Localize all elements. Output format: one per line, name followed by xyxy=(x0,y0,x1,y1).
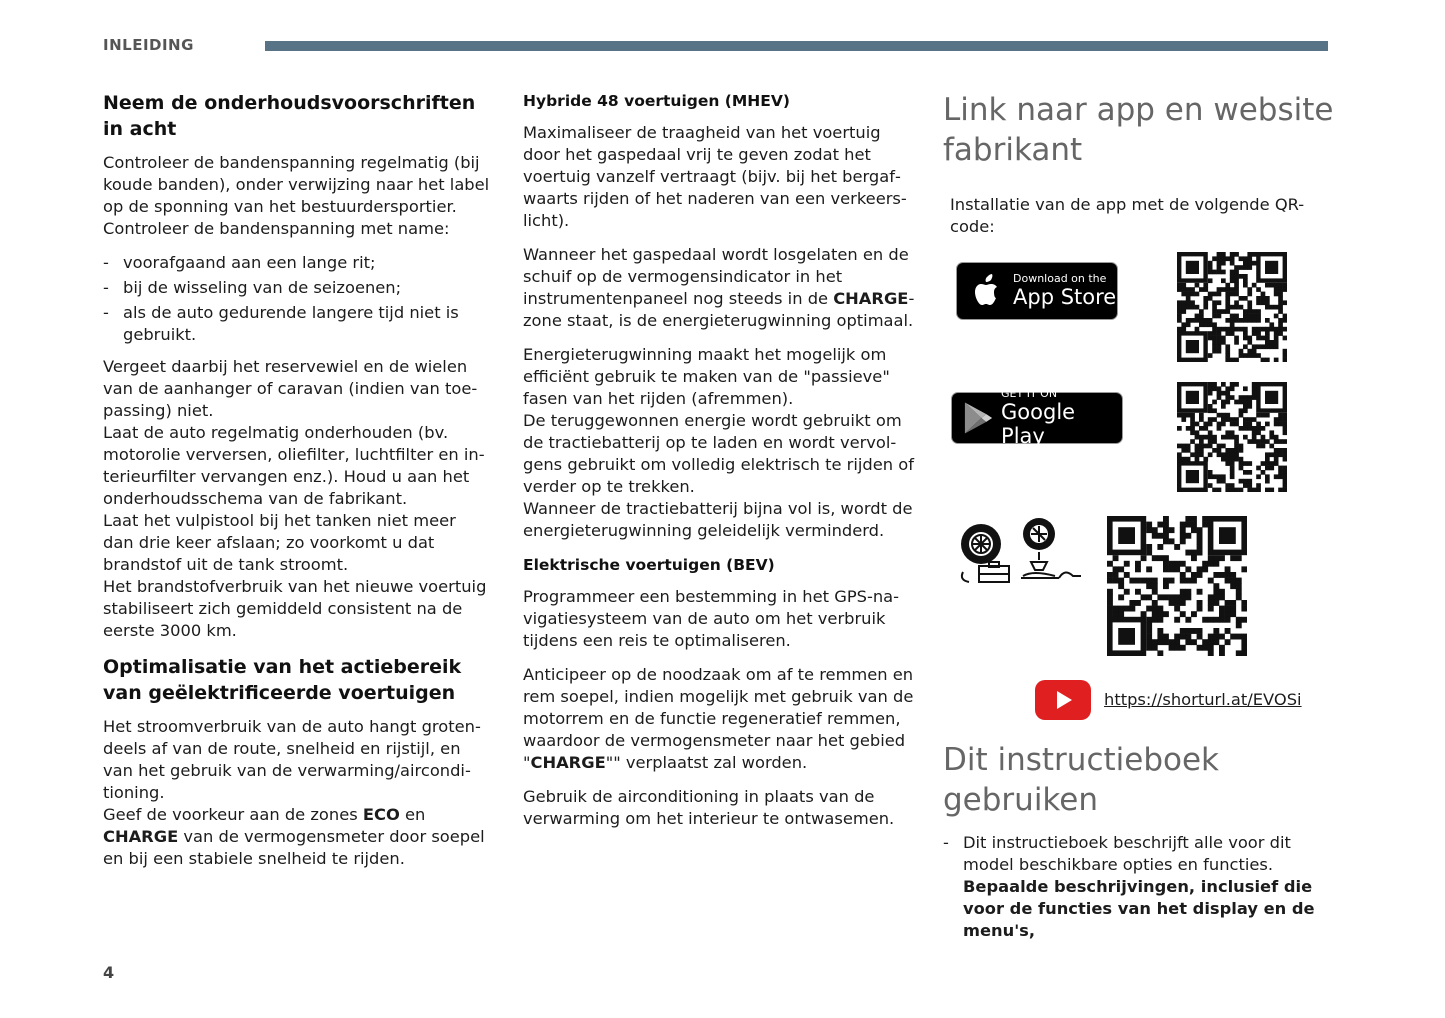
list-item xyxy=(943,832,1343,942)
mhev-inertia-paragraph: Maximaliseer de traagheid van het voertuig door het gaspedaal vrij te geven zodat het voertuig vanzelf vertraagt (bijv. bij het bergafwaarts rijden of het naderen van een verkeerslicht). xyxy=(523,123,907,230)
list-item: - als de auto gedurende langere tijd niet is gebruikt. xyxy=(103,302,491,346)
google-play-row xyxy=(943,382,1343,512)
recovery-text-3: Wanneer de tractiebatterij bijna vol is, wordt de energieterugwinning geleidelijk verminderd. xyxy=(523,499,913,540)
youtube-link-row xyxy=(943,680,1343,728)
wheel-and-jack-icon xyxy=(1019,516,1087,590)
google-play-large-text: Google Play xyxy=(1001,400,1076,448)
mhev-regen-text: Wanneer het gaspedaal wordt losgelaten en de schuif op de vermogensindicator in het instrumentenpaneel nog steeds in de xyxy=(523,245,909,308)
energy-recovery-paragraph xyxy=(523,344,915,542)
tyre-pressure-paragraph: Controleer de bandenspanning regelmatig (bij koude banden), onder verwijzing naar het label op de sponning van het bestuurdersportier. Controleer de bandenspanning met name: xyxy=(103,153,490,238)
charge-zone-label: CHARGE xyxy=(833,289,909,308)
qr-code-icon xyxy=(1107,516,1247,656)
section-label: INLEIDING xyxy=(103,36,194,54)
page-number: 4 xyxy=(103,963,115,982)
header-rule xyxy=(265,41,1328,51)
eco-intro-text: Geef de voorkeur aan de zones xyxy=(103,805,363,824)
video-row xyxy=(943,512,1343,680)
wheel-and-toolbox-icon xyxy=(957,522,1017,592)
apple-logo-icon xyxy=(967,271,1007,311)
charge-zone-label: CHARGE xyxy=(103,827,179,846)
heading-mhev: Hybride 48 voertuigen (MHEV) xyxy=(523,92,790,110)
recovery-text-1: Energieterugwinning maakt het mogelijk om efficiënt gebruik te maken van de "passieve" fasen van het rijden (afremmen). xyxy=(523,345,890,408)
app-link-title: Link naar app en website fabrikant xyxy=(943,92,1334,168)
app-store-small-text: Download on the xyxy=(1013,272,1107,285)
eco-zone-label: ECO xyxy=(362,805,400,824)
heading-maintenance: Neem de onderhoudsvoorschriften in acht xyxy=(103,92,476,140)
manual-warning-text: Bepaalde beschrijvingen, inclusief die voor de functies van het display en de menu's, xyxy=(963,877,1315,940)
right-column xyxy=(943,90,1343,952)
braking-end-text: "" verplaatst zal worden. xyxy=(605,753,808,772)
eco-outro-text: van de vermogensmeter door soepel en bij een stabiele snelheid te rijden. xyxy=(103,827,485,868)
tyre-check-list xyxy=(103,252,491,346)
app-store-row xyxy=(943,252,1343,382)
service-text: Laat de auto regelmatig onderhouden (bv. motorolie verversen, oliefilter, luchtfilter en interieurfilter vervangen enz.). Houd u aan het onderhoudsschema van de fabrikant. xyxy=(103,423,485,508)
google-play-small-text: GET IT ON xyxy=(1001,387,1058,400)
eco-and-text: en xyxy=(399,805,426,824)
left-column xyxy=(103,90,491,882)
range-paragraph xyxy=(103,716,491,870)
list-item: - bij de wisseling van de seizoenen; xyxy=(103,277,491,299)
recovery-text-2: De teruggewonnen energie wordt gebruikt om de tractiebatterij op te laden en wordt vervolgens gebruikt om volledig elektrisch te rijden of verder op te trekken. xyxy=(523,411,914,496)
manual-usage-list xyxy=(943,832,1343,942)
braking-text: Anticipeer op de noodzaak om af te remmen en rem soepel, indien mogelijk met gebruik van de motorrem en de functie regeneratief remmen, waardoor de vermogensmeter naar het gebied " xyxy=(523,665,914,772)
app-store-badge[interactable] xyxy=(956,262,1118,320)
google-play-badge[interactable] xyxy=(951,387,1123,448)
qr-code-icon xyxy=(1177,382,1287,492)
list-item: - voorafgaand aan een lange rit; xyxy=(103,252,491,274)
youtube-play-icon[interactable] xyxy=(1035,680,1091,720)
qr-code-icon xyxy=(1177,252,1287,362)
heading-range-optimisation: Optimalisatie van het actiebereik van geëlektrificeerde voertuigen xyxy=(103,656,462,704)
heading-bev: Elektrische voertuigen (BEV) xyxy=(523,556,775,574)
mhev-regen-end-text: -zone staat, is de energieterugwinning optimaal. xyxy=(523,289,915,330)
power-consumption-text: Het stroomverbruik van de auto hangt grotendeels af van de route, snelheid en rijstijl, en van het gebruik van de verwarming/airconditioning. xyxy=(103,717,481,802)
bev-gps-paragraph: Programmeer een bestemming in het GPS-navigatiesysteem van de auto om het verbruik tijdens een reis te optimaliseren. xyxy=(523,587,900,650)
spare-wheel-text: Vergeet daarbij het reservewiel en de wielen van de aanhanger of caravan (indien van toepassing) niet. xyxy=(103,357,478,420)
qr-intro-text: Installatie van de app met de volgende QR-code: xyxy=(950,195,1305,236)
refuel-text: Laat het vulpistool bij het tanken niet meer dan drie keer afslaan; zo voorkomt u dat brandstof uit de tank stroomt. xyxy=(103,511,456,574)
bev-aircon-paragraph: Gebruik de airconditioning in plaats van de verwarming om het interieur te ontwasemen. xyxy=(523,787,895,828)
charge-zone-label: CHARGE xyxy=(530,753,606,772)
fuel-consumption-text: Het brandstofverbruik van het nieuwe voertuig stabiliseert zich gemiddeld consistent na de eerste 3000 km. xyxy=(103,577,487,640)
maintenance-paragraph xyxy=(103,356,491,642)
youtube-link[interactable]: https://shorturl.at/EVOSi xyxy=(1104,690,1302,709)
middle-column xyxy=(523,90,915,842)
mhev-regeneration-paragraph xyxy=(523,244,915,332)
manual-usage-title: Dit instructieboek gebruiken xyxy=(943,742,1220,818)
app-store-large-text: App Store xyxy=(1013,285,1117,309)
bev-braking-paragraph xyxy=(523,664,915,774)
google-play-logo-icon xyxy=(962,400,995,436)
manual-scope-text: Dit instructieboek beschrijft alle voor dit model beschikbare opties en functies. xyxy=(963,833,1291,874)
